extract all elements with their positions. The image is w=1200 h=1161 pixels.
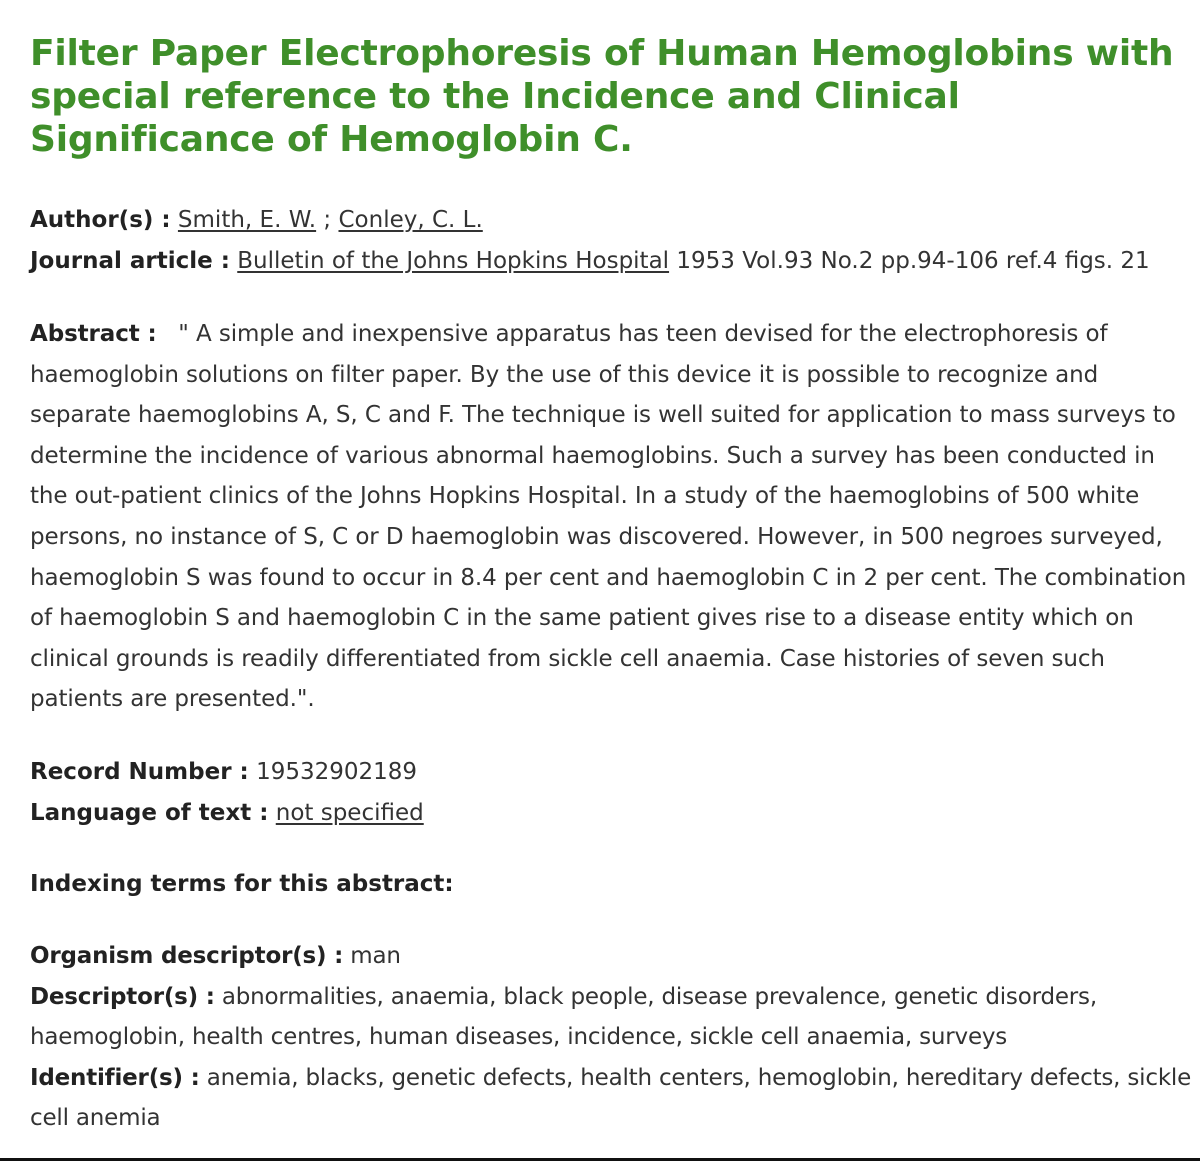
descriptor-row bbox=[30, 977, 1195, 1058]
authors-row bbox=[30, 200, 1195, 241]
article-meta bbox=[30, 200, 1195, 282]
indexing-heading: Indexing terms for this abstract: bbox=[30, 870, 454, 897]
language-row bbox=[30, 793, 1195, 834]
descriptors-section bbox=[30, 936, 1195, 1139]
record-page bbox=[30, 32, 1195, 1139]
author-link-smith[interactable]: Smith, E. W. bbox=[177, 207, 317, 233]
record-number-label: Record Number : bbox=[30, 758, 249, 785]
descriptor-value: abnormalities, anaemia, black people, disease prevalence, genetic disorders, haemoglobin, health centres, human diseases, incidence, sickle cell anaemia, surveys bbox=[30, 983, 1097, 1051]
identifier-value: anemia, blacks, genetic defects, health centers, hemoglobin, hereditary defects, sickle cell anemia bbox=[30, 1064, 1192, 1132]
abstract-label: Abstract : bbox=[30, 321, 157, 347]
author-separator: ; bbox=[323, 207, 332, 233]
record-info bbox=[30, 752, 1195, 834]
record-number-value: 19532902189 bbox=[256, 758, 418, 785]
journal-row bbox=[30, 241, 1195, 282]
journal-label: Journal article : bbox=[30, 248, 230, 274]
language-link[interactable]: not specified bbox=[275, 799, 424, 826]
record-number-row bbox=[30, 752, 1195, 793]
authors-label: Author(s) : bbox=[30, 207, 171, 233]
article-title: Filter Paper Electrophoresis of Human Hemoglobins with special reference to the Incidence and Clinical Significance of Hemoglobin C. bbox=[30, 33, 1174, 160]
author-link-conley[interactable]: Conley, C. L. bbox=[338, 207, 483, 233]
abstract-text: " A simple and inexpensive apparatus has teen devised for the electrophoresis of haemoglobin solutions on filter paper. By the use of this device it is possible to recognize and separate haemoglobins A, S, C and F. The technique is well suited for application to mass surveys to determine the incidence of various abnormal haemoglobins. Such a survey has been conducted in the out-patient clinics of the Johns Hopkins Hospital. In a study of the haemoglobins of 500 white persons, no instance of S, C or D haemoglobin was discovered. However, in 500 negroes surveyed, haemoglobin S was found to occur in 8.4 per cent and haemoglobin C in 2 per cent. The combination of haemoglobin S and haemoglobin C in the same patient gives rise to a disease entity which on clinical grounds is readily differentiated from sickle cell anaemia. Case histories of seven such patients are presented.". bbox=[30, 321, 1187, 713]
identifier-row bbox=[30, 1058, 1195, 1139]
abstract-section bbox=[30, 314, 1195, 720]
organism-row bbox=[30, 936, 1195, 977]
descriptor-label: Descriptor(s) : bbox=[30, 983, 215, 1010]
language-label: Language of text : bbox=[30, 799, 269, 826]
journal-details: 1953 Vol.93 No.2 pp.94-106 ref.4 figs. 21 bbox=[676, 248, 1150, 274]
organism-value: man bbox=[350, 942, 401, 969]
journal-link[interactable]: Bulletin of the Johns Hopkins Hospital bbox=[237, 248, 670, 274]
organism-label: Organism descriptor(s) : bbox=[30, 942, 344, 969]
identifier-label: Identifier(s) : bbox=[30, 1064, 200, 1091]
